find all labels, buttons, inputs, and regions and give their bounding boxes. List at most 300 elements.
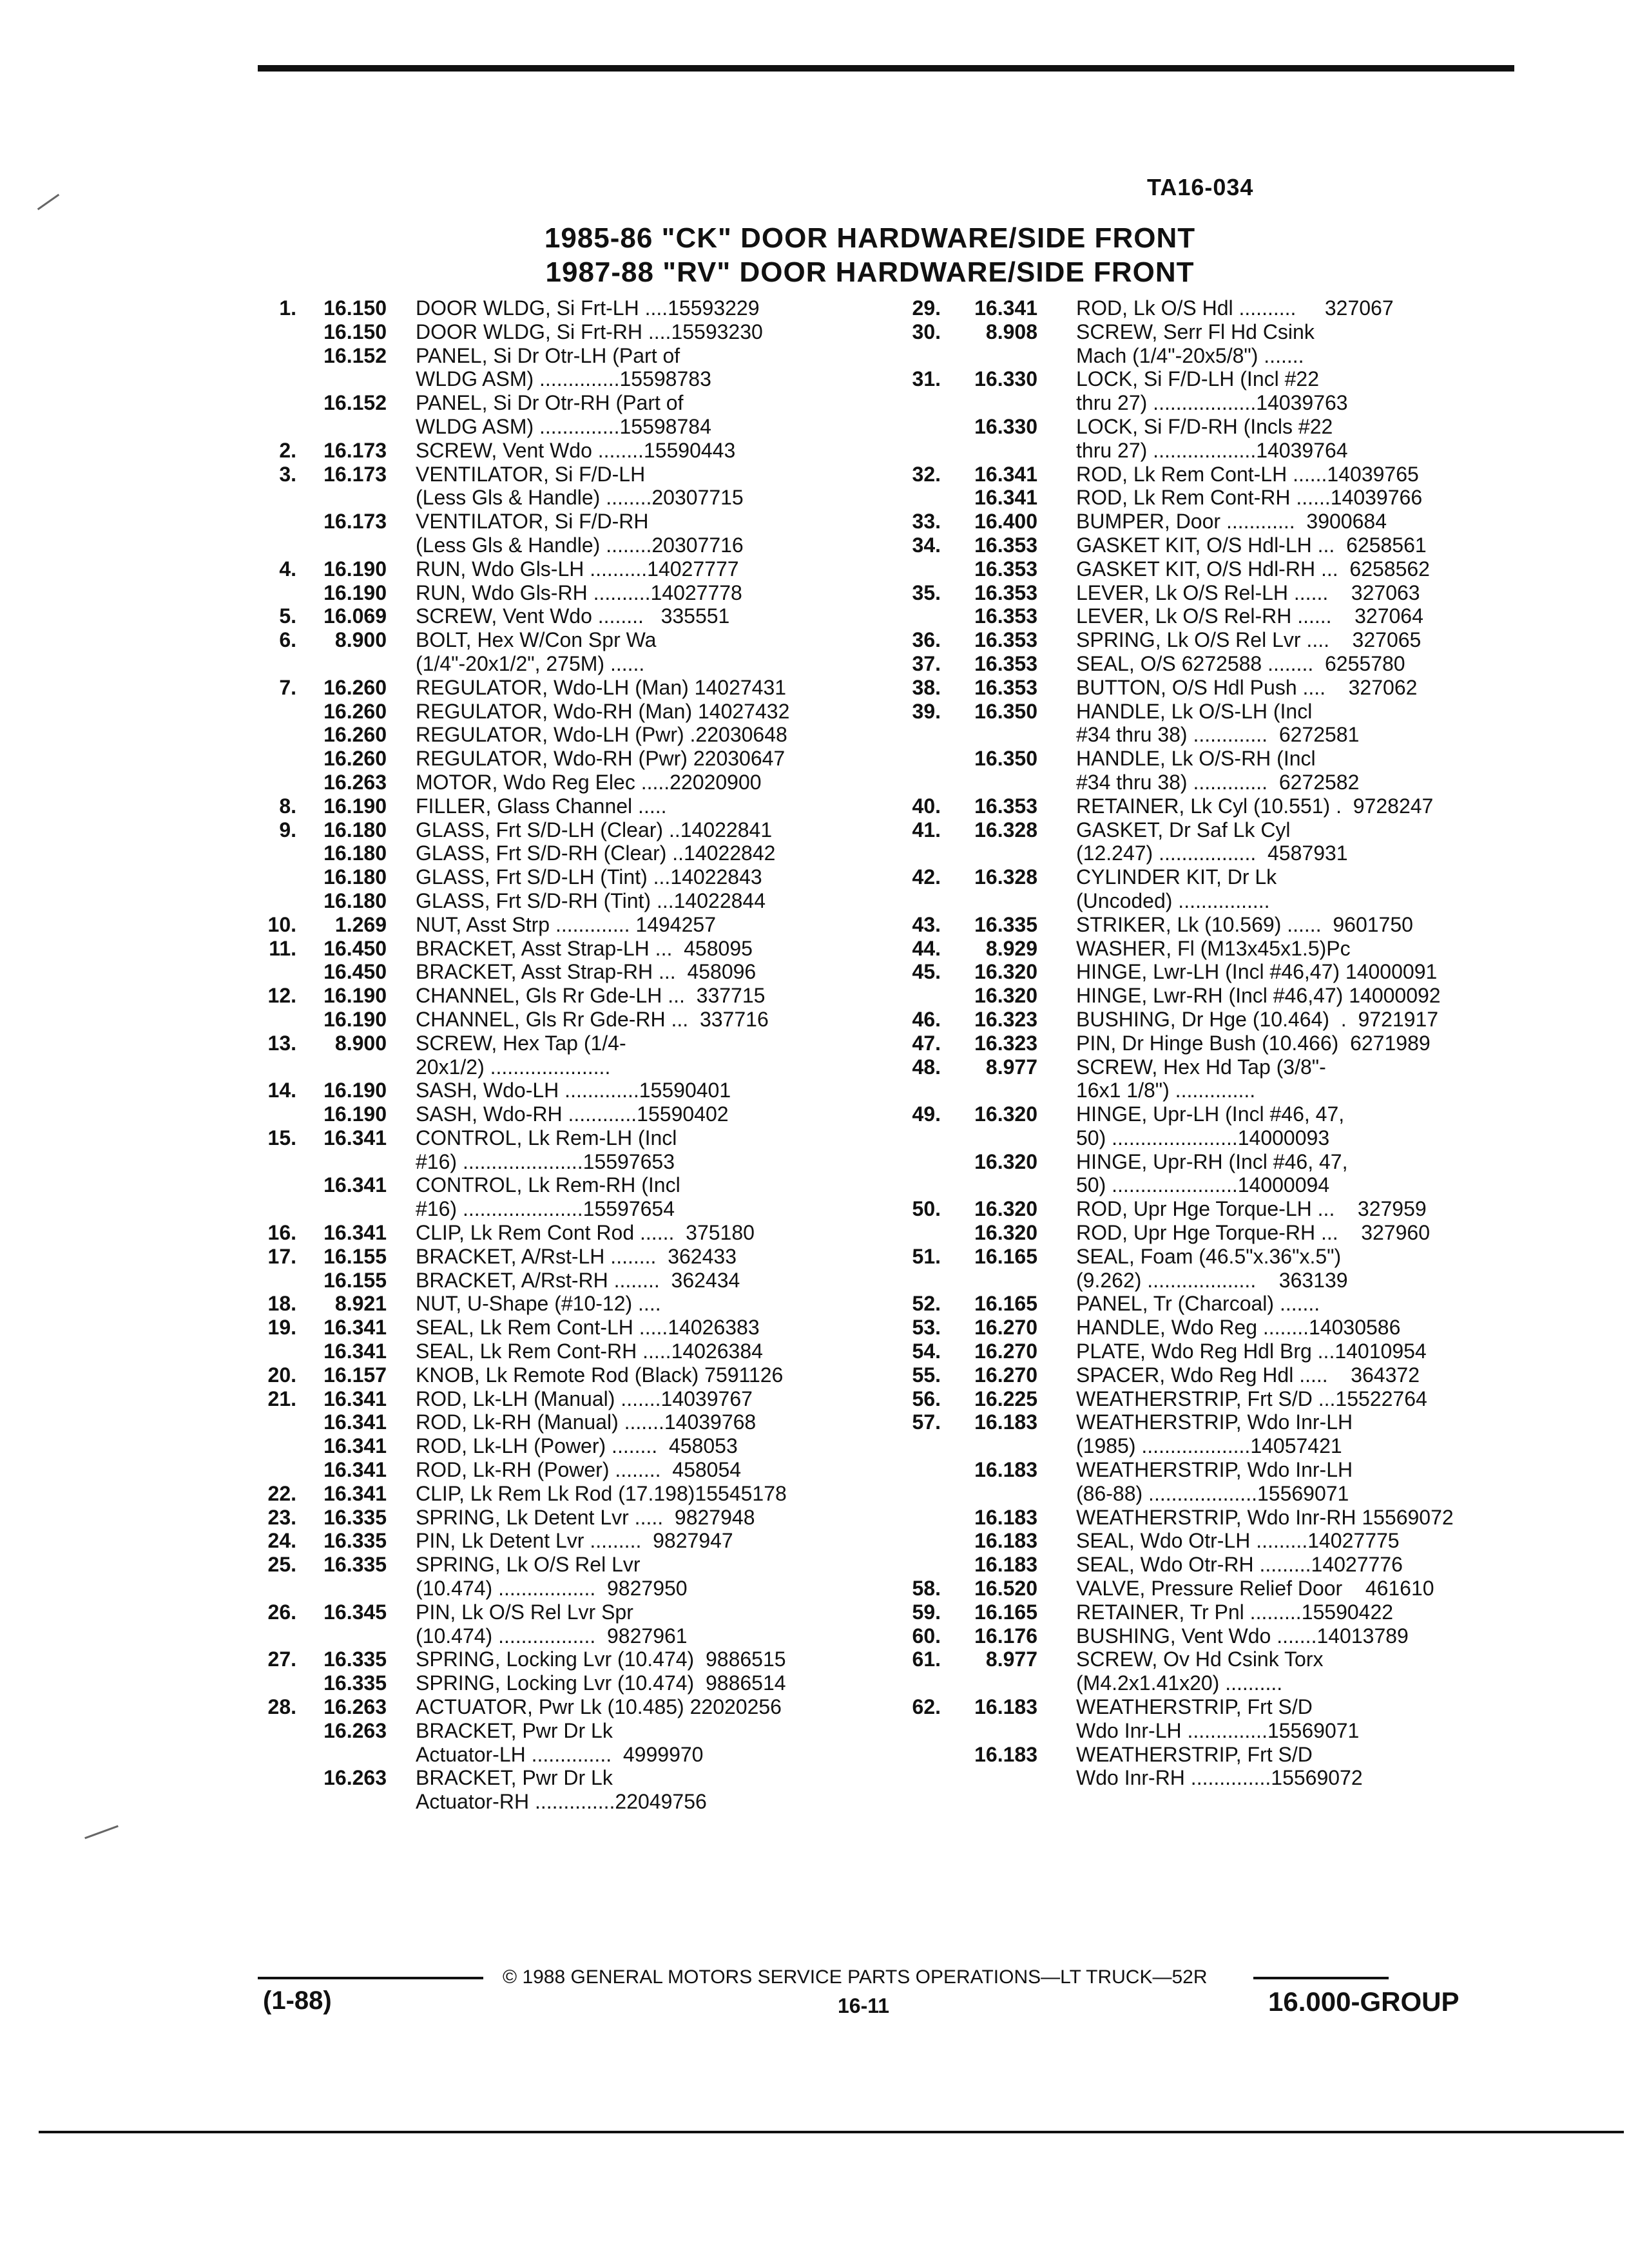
part-description: Wdo Inr-RH ..............15569072 xyxy=(1076,1766,1363,1790)
item-number: 37. xyxy=(912,651,941,675)
group-code: 16.320 xyxy=(974,960,1037,984)
group-code: 16.165 xyxy=(974,1600,1037,1624)
item-number: 19. xyxy=(267,1316,296,1340)
item-number: 58. xyxy=(912,1577,941,1600)
part-description: BRACKET, A/Rst-LH ........ 362433 xyxy=(416,1244,737,1268)
group-code: 8.908 xyxy=(985,320,1037,343)
part-description: RUN, Wdo Gls-RH ..........14027778 xyxy=(416,581,742,604)
part-description: GLASS, Frt S/D-RH (Clear) ..14022842 xyxy=(416,841,776,865)
group-code: 16.183 xyxy=(974,1410,1037,1434)
group-code: 16.190 xyxy=(323,1102,387,1126)
item-number: 50. xyxy=(912,1197,941,1221)
group-code: 16.353 xyxy=(974,533,1037,557)
group-code: 16.341 xyxy=(974,462,1037,486)
item-number: 6. xyxy=(279,628,296,652)
part-description: VENTILATOR, Si F/D-RH xyxy=(416,510,649,533)
part-description: (9.262) ................... 363139 xyxy=(1076,1268,1348,1292)
group-code: 16.335 xyxy=(323,1529,387,1553)
item-number: 20. xyxy=(267,1363,296,1387)
item-number: 14. xyxy=(267,1079,296,1102)
part-description: (1/4"-20x1/2", 275M) ...... xyxy=(416,651,645,675)
item-number: 46. xyxy=(912,1007,941,1031)
part-description: STRIKER, Lk (10.569) ...... 9601750 xyxy=(1076,912,1413,936)
item-number: 32. xyxy=(912,462,941,486)
group-code: 16.190 xyxy=(323,1007,387,1031)
group-code: 16.190 xyxy=(323,1079,387,1102)
group-code: 16.270 xyxy=(974,1340,1037,1363)
part-description: FILLER, Glass Channel ..... xyxy=(416,794,667,818)
part-description: KNOB, Lk Remote Rod (Black) 7591126 xyxy=(416,1363,784,1387)
part-description: SCREW, Hex Tap (1/4- xyxy=(416,1031,626,1055)
part-description: SASH, Wdo-LH .............15590401 xyxy=(416,1079,731,1102)
item-number: 36. xyxy=(912,628,941,652)
part-description: PANEL, Si Dr Otr-LH (Part of xyxy=(416,343,680,367)
part-description: BRACKET, A/Rst-RH ........ 362434 xyxy=(416,1268,740,1292)
group-code: 1.269 xyxy=(334,912,387,936)
group-code: 8.977 xyxy=(985,1055,1037,1079)
part-description: CYLINDER KIT, Dr Lk xyxy=(1076,865,1277,889)
item-number: 35. xyxy=(912,581,941,604)
group-code: 16.190 xyxy=(323,984,387,1008)
group-code: 16.350 xyxy=(974,747,1037,771)
part-description: SEAL, O/S 6272588 ........ 6255780 xyxy=(1076,651,1405,675)
part-description: HINGE, Upr-LH (Incl #46, 47, xyxy=(1076,1102,1345,1126)
item-number: 3. xyxy=(279,462,296,486)
part-description: thru 27) ..................14039764 xyxy=(1076,438,1348,462)
group-code: 16.183 xyxy=(974,1505,1037,1529)
group-code: 16.260 xyxy=(323,747,387,771)
group-code: 16.320 xyxy=(974,1102,1037,1126)
group-code: 16.341 xyxy=(323,1126,387,1149)
part-description: #16) .....................15597653 xyxy=(416,1149,675,1173)
part-description: BUSHING, Dr Hge (10.464) . 9721917 xyxy=(1076,1007,1439,1031)
group-code: 16.183 xyxy=(974,1742,1037,1766)
part-description: ROD, Lk-LH (Manual) .......14039767 xyxy=(416,1387,753,1410)
group-code: 16.180 xyxy=(323,865,387,889)
group-code: 16.155 xyxy=(323,1244,387,1268)
part-description: (12.247) ................. 4587931 xyxy=(1076,841,1348,865)
item-number: 13. xyxy=(267,1031,296,1055)
item-number: 48. xyxy=(912,1055,941,1079)
group-code: 16.263 xyxy=(323,1695,387,1719)
part-description: SCREW, Ov Hd Csink Torx xyxy=(1076,1648,1324,1671)
part-description: ROD, Lk-RH (Power) ........ 458054 xyxy=(416,1458,742,1482)
part-description: PLATE, Wdo Reg Hdl Brg ...14010954 xyxy=(1076,1340,1427,1363)
part-description: (10.474) ................. 9827950 xyxy=(416,1577,688,1600)
item-number: 44. xyxy=(912,936,941,960)
part-description: #34 thru 38) ............. 6272582 xyxy=(1076,770,1360,794)
part-description: LEVER, Lk O/S Rel-LH ...... 327063 xyxy=(1076,581,1420,604)
part-description: SPACER, Wdo Reg Hdl ..... 364372 xyxy=(1076,1363,1420,1387)
item-number: 28. xyxy=(267,1695,296,1719)
item-number: 11. xyxy=(269,936,296,960)
group-code: 16.328 xyxy=(974,818,1037,841)
group-code: 16.270 xyxy=(974,1363,1037,1387)
scan-mark xyxy=(84,1825,119,1840)
group-code: 16.157 xyxy=(323,1363,387,1387)
part-description: HANDLE, Lk O/S-LH (Incl xyxy=(1076,699,1313,723)
item-number: 47. xyxy=(912,1031,941,1055)
group-code: 16.183 xyxy=(974,1529,1037,1553)
group-code: 16.155 xyxy=(323,1268,387,1292)
group-code: 16.320 xyxy=(974,984,1037,1008)
revision-date: (1-88) xyxy=(263,1986,332,2015)
part-description: Mach (1/4"-20x5/8") ....... xyxy=(1076,343,1304,367)
item-number: 45. xyxy=(912,960,941,984)
item-number: 18. xyxy=(267,1292,296,1316)
group-code: 16.173 xyxy=(323,510,387,533)
item-number: 4. xyxy=(279,557,296,581)
part-description: SASH, Wdo-RH ............15590402 xyxy=(416,1102,729,1126)
item-number: 16. xyxy=(267,1221,296,1245)
part-description: SPRING, Locking Lvr (10.474) 9886514 xyxy=(416,1671,786,1695)
group-code: 16.270 xyxy=(974,1316,1037,1340)
part-description: SEAL, Lk Rem Cont-RH .....14026384 xyxy=(416,1340,763,1363)
group-code: 16.150 xyxy=(323,296,387,320)
part-description: SEAL, Foam (46.5"x.36"x.5") xyxy=(1076,1244,1342,1268)
scan-mark xyxy=(37,194,59,210)
part-description: SCREW, Vent Wdo ........15590443 xyxy=(416,438,736,462)
part-description: SPRING, Lk O/S Rel Lvr .... 327065 xyxy=(1076,628,1422,652)
part-description: (Uncoded) ................ xyxy=(1076,889,1270,912)
part-description: SCREW, Vent Wdo ........ 335551 xyxy=(416,604,730,628)
group-code: 16.190 xyxy=(323,557,387,581)
illustration-code: TA16-034 xyxy=(1147,174,1254,200)
part-description: (86-88) ...................15569071 xyxy=(1076,1481,1349,1505)
item-number: 61. xyxy=(912,1648,941,1671)
group-code: 16.180 xyxy=(323,818,387,841)
part-description: GASKET KIT, O/S Hdl-RH ... 6258562 xyxy=(1076,557,1430,581)
part-description: BRACKET, Asst Strap-RH ... 458096 xyxy=(416,960,757,984)
part-description: (10.474) ................. 9827961 xyxy=(416,1624,688,1648)
item-number: 38. xyxy=(912,675,941,699)
group-code: 16.341 xyxy=(974,486,1037,510)
group-code: 16.152 xyxy=(323,391,387,415)
part-description: LEVER, Lk O/S Rel-RH ...... 327064 xyxy=(1076,604,1423,628)
part-description: WEATHERSTRIP, Frt S/D xyxy=(1076,1742,1313,1766)
group-code: 16.165 xyxy=(974,1244,1037,1268)
part-description: HINGE, Lwr-RH (Incl #46,47) 14000092 xyxy=(1076,984,1441,1008)
item-number: 23. xyxy=(267,1505,296,1529)
part-description: PIN, Dr Hinge Bush (10.466) 6271989 xyxy=(1076,1031,1431,1055)
part-description: (1985) ...................14057421 xyxy=(1076,1434,1342,1458)
part-description: VENTILATOR, Si F/D-LH xyxy=(416,462,646,486)
item-number: 51. xyxy=(912,1244,941,1268)
group-code: 8.929 xyxy=(985,936,1037,960)
part-description: BUTTON, O/S Hdl Push .... 327062 xyxy=(1076,675,1418,699)
group-code: 16.450 xyxy=(323,960,387,984)
group-code: 16.353 xyxy=(974,557,1037,581)
item-number: 56. xyxy=(912,1387,941,1410)
item-number: 60. xyxy=(912,1624,941,1648)
item-number: 40. xyxy=(912,794,941,818)
item-number: 29. xyxy=(912,296,941,320)
part-description: LOCK, Si F/D-RH (Incls #22 xyxy=(1076,414,1333,438)
group-code: 16.183 xyxy=(974,1553,1037,1577)
part-description: WLDG ASM) ..............15598783 xyxy=(416,367,711,391)
part-description: CONTROL, Lk Rem-RH (Incl xyxy=(416,1173,680,1197)
part-description: SEAL, Lk Rem Cont-LH .....14026383 xyxy=(416,1316,760,1340)
item-number: 25. xyxy=(267,1553,296,1577)
group-code: 16.450 xyxy=(323,936,387,960)
page-number: 16-11 xyxy=(838,1994,890,2017)
part-description: REGULATOR, Wdo-RH (Pwr) 22030647 xyxy=(416,747,786,771)
part-description: SPRING, Lk O/S Rel Lvr xyxy=(416,1553,641,1577)
item-number: 5. xyxy=(279,604,296,628)
group-code: 16.183 xyxy=(974,1458,1037,1482)
group-code: 16.260 xyxy=(323,723,387,747)
part-description: HANDLE, Wdo Reg ........14030586 xyxy=(1076,1316,1401,1340)
part-description: BUMPER, Door ............ 3900684 xyxy=(1076,510,1387,533)
part-description: CHANNEL, Gls Rr Gde-RH ... 337716 xyxy=(416,1007,769,1031)
part-description: GLASS, Frt S/D-LH (Clear) ..14022841 xyxy=(416,818,773,841)
part-description: BRACKET, Pwr Dr Lk xyxy=(416,1766,613,1790)
item-number: 17. xyxy=(267,1244,296,1268)
group-number: 16.000-GROUP xyxy=(1268,1986,1460,2017)
part-description: GLASS, Frt S/D-LH (Tint) ...14022843 xyxy=(416,865,762,889)
item-number: 54. xyxy=(912,1340,941,1363)
group-code: 16.353 xyxy=(974,581,1037,604)
group-code: 16.176 xyxy=(974,1624,1037,1648)
item-number: 55. xyxy=(912,1363,941,1387)
part-description: BRACKET, Pwr Dr Lk xyxy=(416,1718,613,1742)
part-description: PANEL, Si Dr Otr-RH (Part of xyxy=(416,391,684,415)
footer-rule-left xyxy=(258,1977,483,1979)
part-description: ROD, Upr Hge Torque-LH ... 327959 xyxy=(1076,1197,1427,1221)
part-description: 50) ......................14000093 xyxy=(1076,1126,1330,1149)
part-description: PIN, Lk Detent Lvr ......... 9827947 xyxy=(416,1529,733,1553)
group-code: 16.345 xyxy=(323,1600,387,1624)
group-code: 16.069 xyxy=(323,604,387,628)
group-code: 16.328 xyxy=(974,865,1037,889)
item-number: 9. xyxy=(279,818,296,841)
group-code: 16.335 xyxy=(974,912,1037,936)
group-code: 16.353 xyxy=(974,794,1037,818)
group-code: 16.341 xyxy=(323,1410,387,1434)
group-code: 8.900 xyxy=(334,1031,387,1055)
part-description: Actuator-RH ..............22049756 xyxy=(416,1790,707,1814)
item-number: 62. xyxy=(912,1695,941,1719)
group-code: 16.263 xyxy=(323,1718,387,1742)
group-code: 16.341 xyxy=(974,296,1037,320)
part-description: WEATHERSTRIP, Frt S/D xyxy=(1076,1695,1313,1719)
group-code: 16.353 xyxy=(974,651,1037,675)
part-description: PANEL, Tr (Charcoal) ....... xyxy=(1076,1292,1320,1316)
part-description: SEAL, Wdo Otr-LH .........14027775 xyxy=(1076,1529,1400,1553)
item-number: 7. xyxy=(279,675,296,699)
group-code: 16.341 xyxy=(323,1387,387,1410)
group-code: 16.330 xyxy=(974,414,1037,438)
part-description: REGULATOR, Wdo-LH (Man) 14027431 xyxy=(416,675,787,699)
part-description: LOCK, Si F/D-LH (Incl #22 xyxy=(1076,367,1319,391)
item-number: 24. xyxy=(267,1529,296,1553)
part-description: WEATHERSTRIP, Frt S/D ...15522764 xyxy=(1076,1387,1427,1410)
group-code: 16.263 xyxy=(323,1766,387,1790)
part-description: HANDLE, Lk O/S-RH (Incl xyxy=(1076,747,1316,771)
part-description: ACTUATOR, Pwr Lk (10.485) 22020256 xyxy=(416,1695,782,1719)
part-description: GASKET, Dr Saf Lk Cyl xyxy=(1076,818,1291,841)
group-code: 16.180 xyxy=(323,841,387,865)
part-description: GLASS, Frt S/D-RH (Tint) ...14022844 xyxy=(416,889,766,912)
part-description: CLIP, Lk Rem Lk Rod (17.198)15545178 xyxy=(416,1481,787,1505)
item-number: 57. xyxy=(912,1410,941,1434)
part-description: 20x1/2) ..................... xyxy=(416,1055,611,1079)
item-number: 15. xyxy=(267,1126,296,1149)
group-code: 16.330 xyxy=(974,367,1037,391)
group-code: 16.183 xyxy=(974,1695,1037,1719)
part-description: RETAINER, Lk Cyl (10.551) . 9728247 xyxy=(1076,794,1434,818)
group-code: 8.977 xyxy=(985,1648,1037,1671)
top-rule xyxy=(258,65,1514,72)
part-description: PIN, Lk O/S Rel Lvr Spr xyxy=(416,1600,633,1624)
group-code: 16.341 xyxy=(323,1173,387,1197)
copyright-line: © 1988 GENERAL MOTORS SERVICE PARTS OPERATIONS—LT TRUCK—52R xyxy=(503,1966,1208,1988)
part-description: DOOR WLDG, Si Frt-RH ....15593230 xyxy=(416,320,763,343)
part-description: WEATHERSTRIP, Wdo Inr-LH xyxy=(1076,1410,1353,1434)
group-code: 16.190 xyxy=(323,581,387,604)
part-description: WLDG ASM) ..............15598784 xyxy=(416,414,711,438)
group-code: 16.165 xyxy=(974,1292,1037,1316)
item-number: 52. xyxy=(912,1292,941,1316)
part-description: #34 thru 38) ............. 6272581 xyxy=(1076,723,1360,747)
group-code: 16.190 xyxy=(323,794,387,818)
group-code: 16.353 xyxy=(974,675,1037,699)
part-description: DOOR WLDG, Si Frt-LH ....15593229 xyxy=(416,296,760,320)
group-code: 16.150 xyxy=(323,320,387,343)
item-number: 31. xyxy=(912,367,941,391)
part-description: WEATHERSTRIP, Wdo Inr-RH 15569072 xyxy=(1076,1505,1454,1529)
item-number: 59. xyxy=(912,1600,941,1624)
group-code: 16.341 xyxy=(323,1481,387,1505)
group-code: 16.400 xyxy=(974,510,1037,533)
group-code: 16.341 xyxy=(323,1340,387,1363)
group-code: 16.353 xyxy=(974,628,1037,652)
part-description: ROD, Lk-LH (Power) ........ 458053 xyxy=(416,1434,738,1458)
item-number: 34. xyxy=(912,533,941,557)
group-code: 16.320 xyxy=(974,1221,1037,1245)
group-code: 16.341 xyxy=(323,1458,387,1482)
part-description: SCREW, Serr Fl Hd Csink xyxy=(1076,320,1315,343)
group-code: 16.341 xyxy=(323,1434,387,1458)
part-description: VALVE, Pressure Relief Door 461610 xyxy=(1076,1577,1434,1600)
part-description: REGULATOR, Wdo-LH (Pwr) .22030648 xyxy=(416,723,787,747)
item-number: 30. xyxy=(912,320,941,343)
part-description: CLIP, Lk Rem Cont Rod ...... 375180 xyxy=(416,1221,755,1245)
item-number: 21. xyxy=(267,1387,296,1410)
part-description: SEAL, Wdo Otr-RH .........14027776 xyxy=(1076,1553,1403,1577)
group-code: 16.260 xyxy=(323,699,387,723)
part-description: 16x1 1/8") .............. xyxy=(1076,1079,1256,1102)
part-description: NUT, Asst Strp ............. 1494257 xyxy=(416,912,716,936)
group-code: 16.180 xyxy=(323,889,387,912)
item-number: 33. xyxy=(912,510,941,533)
part-description: 50) ......................14000094 xyxy=(1076,1173,1330,1197)
item-number: 41. xyxy=(912,818,941,841)
part-description: WEATHERSTRIP, Wdo Inr-LH xyxy=(1076,1458,1353,1482)
part-description: ROD, Lk O/S Hdl .......... 327067 xyxy=(1076,296,1394,320)
part-description: (Less Gls & Handle) ........20307715 xyxy=(416,486,744,510)
part-description: RETAINER, Tr Pnl .........15590422 xyxy=(1076,1600,1394,1624)
group-code: 16.260 xyxy=(323,675,387,699)
group-code: 16.335 xyxy=(323,1553,387,1577)
part-description: (Less Gls & Handle) ........20307716 xyxy=(416,533,744,557)
part-description: ROD, Lk Rem Cont-RH ......14039766 xyxy=(1076,486,1423,510)
part-description: SPRING, Lk Detent Lvr ..... 9827948 xyxy=(416,1505,755,1529)
group-code: 8.921 xyxy=(334,1292,387,1316)
group-code: 16.335 xyxy=(323,1671,387,1695)
group-code: 16.173 xyxy=(323,462,387,486)
part-description: SPRING, Locking Lvr (10.474) 9886515 xyxy=(416,1648,786,1671)
part-description: MOTOR, Wdo Reg Elec .....22020900 xyxy=(416,770,762,794)
group-code: 16.152 xyxy=(323,343,387,367)
item-number: 8. xyxy=(279,794,296,818)
part-description: WASHER, Fl (M13x45x1.5)Pc xyxy=(1076,936,1351,960)
item-number: 26. xyxy=(267,1600,296,1624)
part-description: HINGE, Upr-RH (Incl #46, 47, xyxy=(1076,1149,1348,1173)
part-description: REGULATOR, Wdo-RH (Man) 14027432 xyxy=(416,699,790,723)
part-description: BOLT, Hex W/Con Spr Wa xyxy=(416,628,657,652)
group-code: 16.520 xyxy=(974,1577,1037,1600)
item-number: 53. xyxy=(912,1316,941,1340)
group-code: 16.335 xyxy=(323,1648,387,1671)
group-code: 16.225 xyxy=(974,1387,1037,1410)
group-code: 16.323 xyxy=(974,1007,1037,1031)
part-description: RUN, Wdo Gls-LH ..........14027777 xyxy=(416,557,739,581)
group-code: 16.263 xyxy=(323,770,387,794)
group-code: 16.320 xyxy=(974,1149,1037,1173)
group-code: 16.335 xyxy=(323,1505,387,1529)
group-code: 16.320 xyxy=(974,1197,1037,1221)
item-number: 49. xyxy=(912,1102,941,1126)
page-title-line-1: 1985-86 "CK" DOOR HARDWARE/SIDE FRONT xyxy=(544,222,1196,254)
part-description: ROD, Lk Rem Cont-LH ......14039765 xyxy=(1076,462,1419,486)
part-description: #16) .....................15597654 xyxy=(416,1197,675,1221)
footer-rule-right xyxy=(1253,1977,1389,1979)
part-description: BRACKET, Asst Strap-LH ... 458095 xyxy=(416,936,753,960)
bottom-rule xyxy=(39,2131,1624,2133)
item-number: 43. xyxy=(912,912,941,936)
part-description: ROD, Lk-RH (Manual) .......14039768 xyxy=(416,1410,757,1434)
part-description: Actuator-LH .............. 4999970 xyxy=(416,1742,704,1766)
part-description: SCREW, Hex Hd Tap (3/8"- xyxy=(1076,1055,1326,1079)
part-description: Wdo Inr-LH ..............15569071 xyxy=(1076,1718,1360,1742)
group-code: 8.900 xyxy=(334,628,387,652)
part-description: NUT, U-Shape (#10-12) .... xyxy=(416,1292,661,1316)
part-description: BUSHING, Vent Wdo .......14013789 xyxy=(1076,1624,1409,1648)
part-description: CHANNEL, Gls Rr Gde-LH ... 337715 xyxy=(416,984,766,1008)
group-code: 16.353 xyxy=(974,604,1037,628)
group-code: 16.341 xyxy=(323,1221,387,1245)
part-description: (M4.2x1.41x20) .......... xyxy=(1076,1671,1283,1695)
part-description: GASKET KIT, O/S Hdl-LH ... 6258561 xyxy=(1076,533,1427,557)
item-number: 39. xyxy=(912,699,941,723)
item-number: 1. xyxy=(279,296,296,320)
item-number: 12. xyxy=(267,984,296,1008)
page-title-line-2: 1987-88 "RV" DOOR HARDWARE/SIDE FRONT xyxy=(545,256,1195,288)
group-code: 16.173 xyxy=(323,438,387,462)
group-code: 16.350 xyxy=(974,699,1037,723)
item-number: 42. xyxy=(912,865,941,889)
part-description: CONTROL, Lk Rem-LH (Incl xyxy=(416,1126,677,1149)
part-description: HINGE, Lwr-LH (Incl #46,47) 14000091 xyxy=(1076,960,1438,984)
part-description: ROD, Upr Hge Torque-RH ... 327960 xyxy=(1076,1221,1430,1245)
part-description: thru 27) ..................14039763 xyxy=(1076,391,1348,415)
group-code: 16.323 xyxy=(974,1031,1037,1055)
item-number: 10. xyxy=(267,912,296,936)
item-number: 2. xyxy=(279,438,296,462)
item-number: 22. xyxy=(267,1481,296,1505)
item-number: 27. xyxy=(267,1648,296,1671)
